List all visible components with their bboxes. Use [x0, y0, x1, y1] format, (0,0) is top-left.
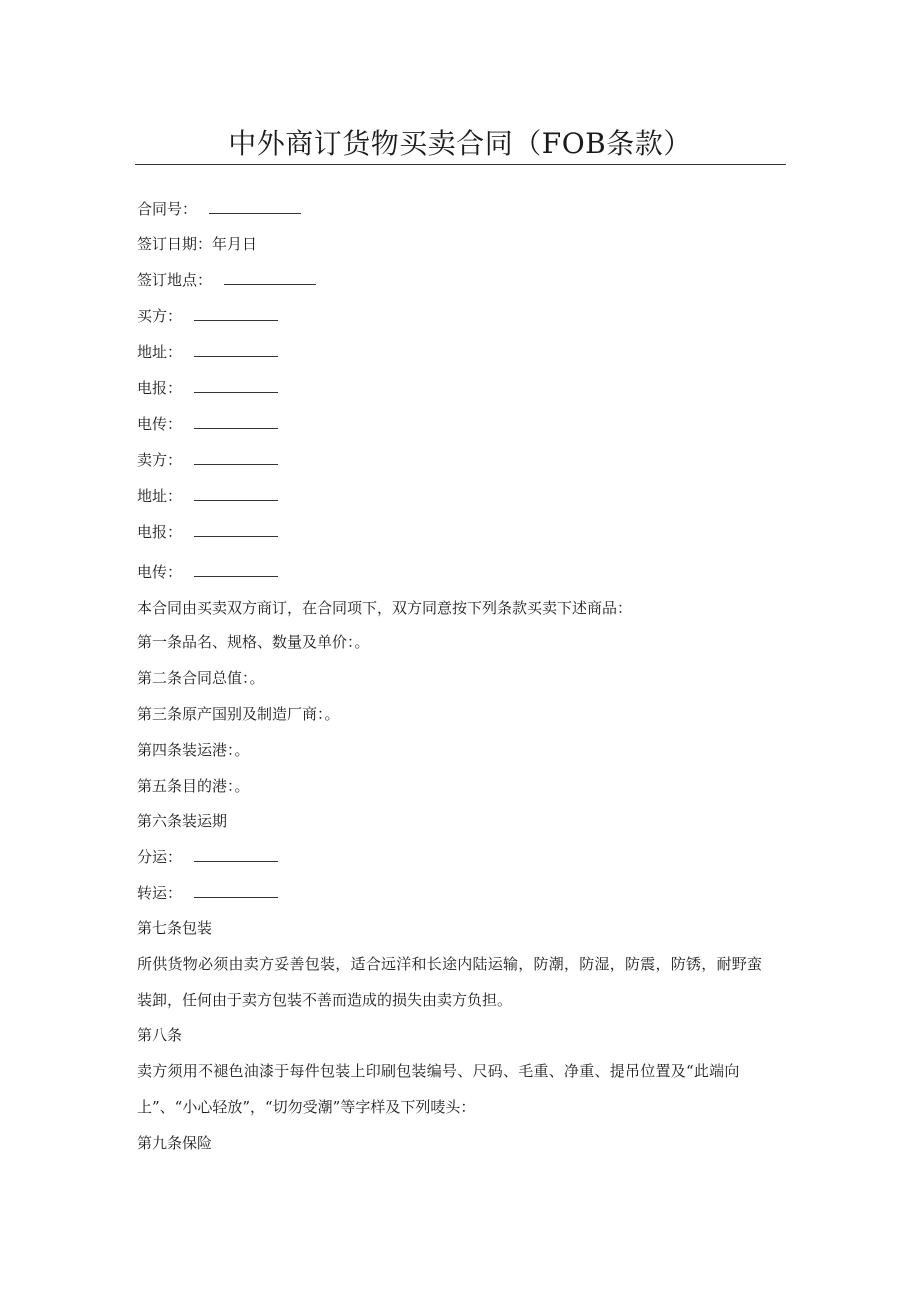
sign-place-blank — [224, 270, 316, 285]
article-7-text-line-1: 所供货物必须由卖方妥善包装，适合远洋和长途内陆运输，防潮，防湿，防震，防锈，耐野蛮 — [137, 955, 763, 973]
article-2: 第二条合同总值：。 — [137, 669, 265, 687]
buyer-address-line — [137, 341, 278, 363]
seller-address-line — [137, 485, 278, 507]
buyer-address-blank — [194, 342, 278, 357]
transshipment-blank — [194, 883, 278, 898]
article-7-heading: 第七条包装 — [137, 919, 213, 937]
contract-number-label: 合同号： — [137, 200, 198, 218]
partial-shipment-line — [137, 846, 278, 868]
seller-address-label: 地址： — [137, 487, 183, 505]
buyer-fax-line — [137, 413, 278, 435]
buyer-label: 买方： — [137, 307, 183, 325]
article-8-heading: 第八条 — [137, 1026, 183, 1044]
sign-date-line — [137, 233, 257, 255]
buyer-telegram-label: 电报： — [137, 379, 183, 397]
article-7-text-line-2: 装卸，任何由于卖方包装不善而造成的损失由卖方负担。 — [137, 991, 513, 1009]
article-4: 第四条装运港：。 — [137, 741, 250, 759]
transshipment-label: 转运： — [137, 884, 183, 902]
contract-number-blank — [209, 199, 301, 214]
article-5: 第五条目的港：。 — [137, 777, 250, 795]
article-6-heading: 第六条装运期 — [137, 812, 228, 830]
article-8-text-line-2: 上”、“小心轻放”，“切勿受潮”等字样及下列唛头： — [137, 1098, 476, 1116]
seller-label: 卖方： — [137, 451, 183, 469]
article-9-heading: 第九条保险 — [137, 1134, 213, 1152]
seller-address-blank — [194, 486, 278, 501]
sign-date-label: 签订日期：年月日 — [137, 235, 258, 253]
sign-place-label: 签订地点： — [137, 271, 213, 289]
title-underline — [135, 164, 786, 165]
buyer-fax-label: 电传： — [137, 415, 183, 433]
article-1: 第一条品名、规格、数量及单价：。 — [137, 633, 370, 651]
buyer-telegram-line — [137, 377, 278, 399]
buyer-blank — [194, 306, 278, 321]
article-8-text-line-1: 卖方须用不褪色油漆于每件包装上印刷包装编号、尺码、毛重、净重、提吊位置及“此端向 — [137, 1062, 740, 1080]
buyer-address-label: 地址： — [137, 343, 183, 361]
contract-number-line — [137, 198, 301, 220]
partial-shipment-blank — [194, 847, 278, 862]
buyer-line — [137, 305, 278, 327]
sign-place-line — [137, 269, 316, 291]
seller-telegram-blank — [194, 522, 278, 537]
seller-fax-blank — [194, 562, 278, 577]
document-title: 中外商订货物买卖合同（FOB条款） — [228, 127, 692, 160]
transshipment-line — [137, 882, 278, 904]
seller-fax-line — [137, 561, 278, 583]
article-3: 第三条原产国别及制造厂商：。 — [137, 705, 340, 723]
partial-shipment-label: 分运： — [137, 848, 183, 866]
buyer-fax-blank — [194, 414, 278, 429]
seller-fax-label: 电传： — [137, 563, 183, 581]
intro-paragraph: 本合同由买卖双方商订，在合同项下，双方同意按下列条款买卖下述商品： — [137, 599, 633, 617]
seller-line — [137, 449, 278, 471]
seller-telegram-label: 电报： — [137, 523, 183, 541]
seller-telegram-line — [137, 521, 278, 543]
seller-blank — [194, 450, 278, 465]
buyer-telegram-blank — [194, 378, 278, 393]
